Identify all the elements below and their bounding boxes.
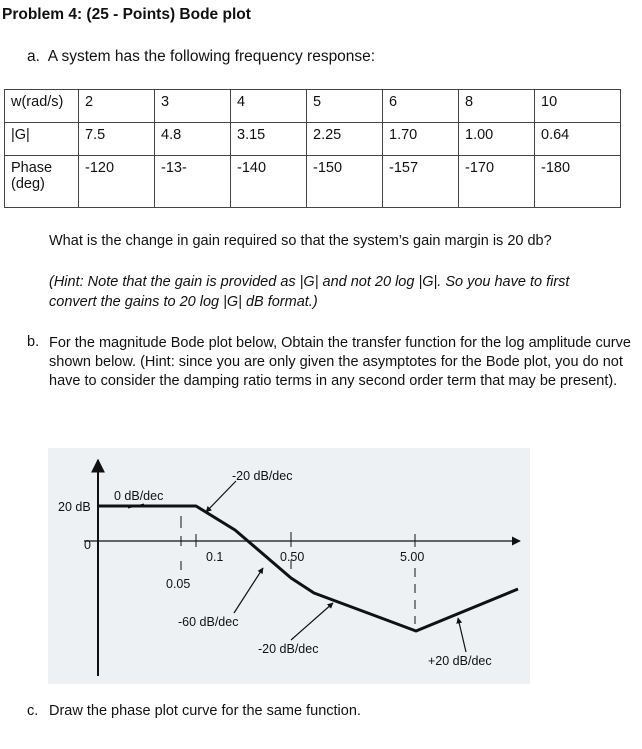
slope-label-plus20: +20 dB/dec (428, 654, 492, 668)
x-tick-label-0-50: 0.50 (280, 550, 305, 564)
table-cell: -157 (383, 156, 459, 208)
slope-label-minus20-a: -20 dB/dec (232, 469, 293, 483)
part-c-label: c. (27, 703, 39, 719)
table-cell: -13- (155, 156, 231, 208)
table-cell: -180 (535, 156, 621, 208)
table-row (5, 156, 621, 208)
table-cell: -140 (231, 156, 307, 208)
y-label-20db: 20 dB (58, 500, 91, 514)
table-cell: 5 (307, 90, 383, 123)
bode-plot-svg (48, 448, 530, 684)
table-cell: 1.70 (383, 123, 459, 156)
part-a-intro-text: A system has the following frequency response: (47, 48, 376, 65)
slope-label-minus20-b: -20 dB/dec (258, 642, 319, 656)
part-a-hint: (Hint: Note that the gain is provided as |G| and not 20 log |G|. So you have to first convert the gains to 20 log |G| dB format.) (49, 274, 570, 310)
table-cell: 0.64 (535, 123, 621, 156)
frequency-response-table (4, 89, 621, 208)
table-cell: 10 (535, 90, 621, 123)
table-cell: -150 (307, 156, 383, 208)
table-row (5, 123, 621, 156)
table-cell: 7.5 (79, 123, 155, 156)
table-cell: Phase (deg) (5, 156, 79, 208)
pointer-arrow (458, 618, 466, 652)
table-cell: w(rad/s) (5, 90, 79, 123)
table-cell: 4 (231, 90, 307, 123)
part-c-text: Draw the phase plot curve for the same function. (49, 703, 361, 719)
part-b-label: b. (27, 334, 40, 350)
pointer-arrow (234, 568, 263, 613)
table-cell: 2 (79, 90, 155, 123)
magnitude-asymptote-curve (98, 506, 518, 631)
table-cell: -120 (79, 156, 155, 208)
x-tick-label-0-05: 0.05 (166, 577, 191, 591)
x-tick-label-0-1: 0.1 (206, 550, 224, 564)
table-cell: 3.15 (231, 123, 307, 156)
part-b-text: For the magnitude Bode plot below, Obtain the transfer function for the log amplitude curve shown below. (Hint: since you are only given the asymptotes for the Bode plot, you do not have to consider the damping ratio terms in any second order term that may be present). (49, 335, 631, 389)
part-a-label: a. (27, 48, 40, 65)
pointer-arrow (206, 481, 236, 512)
table-row (5, 90, 621, 123)
pointer-arrow (291, 603, 333, 640)
table-cell: 3 (155, 90, 231, 123)
table-cell: 6 (383, 90, 459, 123)
x-tick-label-5-00: 5.00 (400, 550, 425, 564)
part-a-intro (27, 48, 375, 66)
table-cell: 8 (459, 90, 535, 123)
problem-title: Problem 4: (25 - Points) Bode plot (2, 6, 251, 23)
bode-magnitude-plot (48, 448, 530, 684)
part-a-question: What is the change in gain required so that the system’s gain margin is 20 db? (49, 233, 552, 249)
table-cell: 1.00 (459, 123, 535, 156)
slope-label-minus60: -60 dB/dec (178, 615, 239, 629)
table-cell: 2.25 (307, 123, 383, 156)
slope-label-0db: 0 dB/dec (114, 489, 164, 503)
table-cell: -170 (459, 156, 535, 208)
table-cell: |G| (5, 123, 79, 156)
y-label-0: 0 (84, 538, 91, 552)
table-cell: 4.8 (155, 123, 231, 156)
